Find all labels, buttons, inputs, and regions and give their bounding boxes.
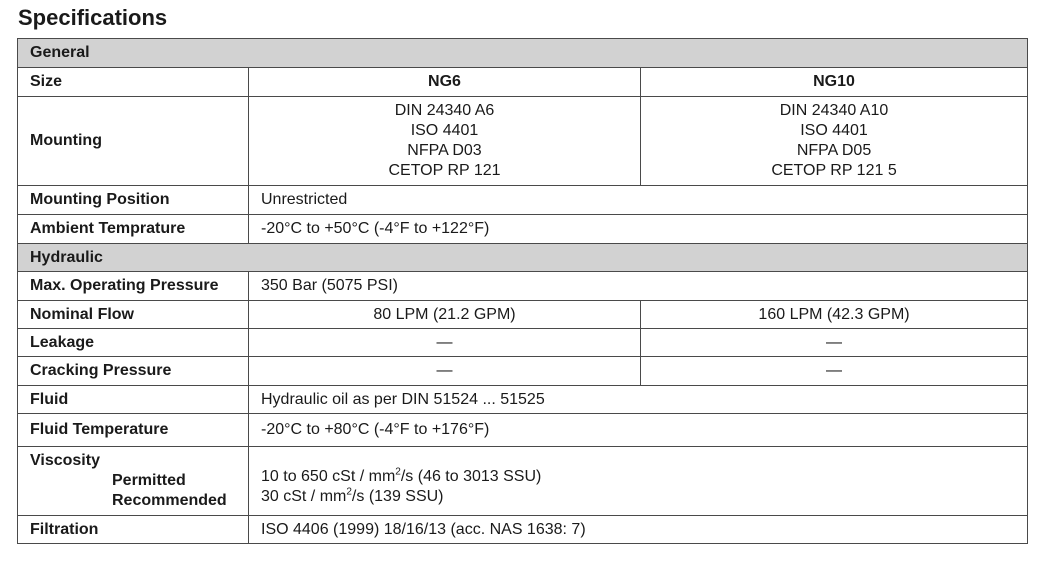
mounting-ng6-line: DIN 24340 A6 [394,102,495,119]
column-header-ng10: NG10 [641,68,1028,97]
row-label-fluid-temperature: Fluid Temperature [18,414,249,447]
row-label-filtration: Filtration [18,516,249,544]
mounting-ng6-line: ISO 4401 [410,122,479,139]
mounting-ng10-cell [641,97,1028,186]
table-row-nominal-flow [18,301,1028,329]
viscosity-recommended-text-end: /s (139 SSU) [351,488,444,505]
viscosity-recommended-text: 30 cSt / mm [261,488,347,505]
table-row-filtration [18,516,1028,544]
viscosity-permitted-value [261,467,1015,487]
row-label-fluid: Fluid [18,386,249,414]
row-label-mounting: Mounting [18,97,249,186]
viscosity-permitted-label: Permitted [112,472,186,489]
specifications-table [17,38,1028,544]
page-title: Specifications [18,5,168,30]
superscript: 2 [395,466,401,478]
mounting-ng6-line: CETOP RP 121 [388,162,501,179]
mounting-position-value: Unrestricted [249,186,1028,215]
table-row-cracking-pressure [18,357,1028,386]
mounting-ng10-line: CETOP RP 121 5 [771,162,897,179]
mounting-ng6-line: NFPA D03 [407,142,482,159]
filtration-value: ISO 4406 (1999) 18/16/13 (acc. NAS 1638: 7) [249,516,1028,544]
nominal-flow-ng6: 80 LPM (21.2 GPM) [249,301,641,329]
row-label-viscosity-cell [18,447,249,516]
row-label-size: Size [18,68,249,97]
row-label-cracking-pressure: Cracking Pressure [18,357,249,386]
leakage-ng10: — [641,329,1028,357]
mounting-ng10-line: DIN 24340 A10 [779,102,889,119]
column-header-ng6: NG6 [249,68,641,97]
table-row-leakage [18,329,1028,357]
table-row-mounting [18,97,1028,186]
superscript: 2 [346,486,352,498]
nominal-flow-ng10: 160 LPM (42.3 GPM) [641,301,1028,329]
row-label-leakage: Leakage [18,329,249,357]
row-label-nominal-flow: Nominal Flow [18,301,249,329]
ambient-temperature-value: -20°C to +50°C (-4°F to +122°F) [249,215,1028,244]
viscosity-permitted-text-end: /s (46 to 3013 SSU) [400,468,542,485]
section-header-general: General [18,39,1028,68]
table-row-viscosity [18,447,1028,516]
table-row-fluid [18,386,1028,414]
viscosity-values-cell [249,447,1028,516]
section-row-hydraulic [18,244,1028,272]
viscosity-permitted-text: 10 to 650 cSt / mm [261,468,396,485]
viscosity-recommended-label: Recommended [112,492,227,509]
fluid-temperature-value: -20°C to +80°C (-4°F to +176°F) [249,414,1028,447]
mounting-ng6-cell [249,97,641,186]
cracking-pressure-ng10: — [641,357,1028,386]
section-header-hydraulic: Hydraulic [18,244,1028,272]
cracking-pressure-ng6: — [249,357,641,386]
table-row-mounting-position [18,186,1028,215]
table-row-max-operating-pressure [18,272,1028,301]
row-label-max-operating-pressure: Max. Operating Pressure [18,272,249,301]
table-row-ambient-temperature [18,215,1028,244]
mounting-ng10-line: ISO 4401 [800,122,868,139]
mounting-ng10-line: NFPA D05 [796,142,872,159]
viscosity-recommended-value [261,487,1015,507]
row-label-viscosity: Viscosity [30,452,100,469]
fluid-value: Hydraulic oil as per DIN 51524 ... 51525 [249,386,1028,414]
section-row-general [18,39,1028,68]
max-operating-pressure-value: 350 Bar (5075 PSI) [249,272,1028,301]
leakage-ng6: — [249,329,641,357]
table-row-size [18,68,1028,97]
row-label-ambient-temperature: Ambient Temprature [18,215,249,244]
row-label-mounting-position: Mounting Position [18,186,249,215]
table-row-fluid-temperature [18,414,1028,447]
